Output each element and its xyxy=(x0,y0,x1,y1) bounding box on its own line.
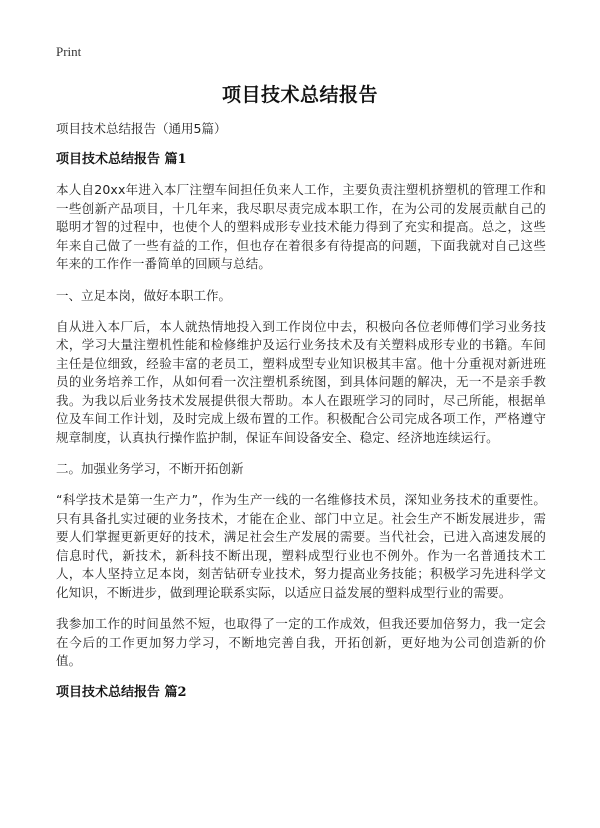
section-heading-2: 项目技术总结报告 篇2 xyxy=(56,684,187,700)
section-heading-1: 项目技术总结报告 篇1 xyxy=(56,152,187,167)
paragraph-conclusion: 我参加工作的时间虽然不短，也取得了一定的工作成效，但我还要加倍努力，我一定会在今后的工作更加努力学习，不断地完善自我，开拓创新，更好地为公司创造新的价值。 xyxy=(56,616,546,668)
document-title: 项目技术总结报告 xyxy=(221,84,378,106)
print-link[interactable]: Print xyxy=(56,44,82,59)
paragraph-post: 自从进入本厂后，本人就热情地投入到工作岗位中去，积极向各位老师傅们学习业务技术，学习大量注塑机性能和检修维护及运行业务技术及有关塑料成形专业的书籍。车间主任是位细致，经验丰富的老员工，塑料成型专业知识极其丰富。他十分重视对新进班员的业务培养工作，从如何看一次注塑机系统图，到具体问题的解决，无一不是亲手教我。为我以后业务技术发展提供很大帮助。本人在跟班学习的同时，尽己所能，根据单位及车间工作计划，及时完成上级布置的工作。积极配合公司完成各项工作，严格遵守规章制度，认真执行操作监护制，保证车间设备安全、稳定、经济地连续运行。 xyxy=(56,318,546,445)
paragraph-study: “科学技术是第一生产力”，作为生产一线的一名维修技术员，深知业务技术的重要性。只有具备扎实过硬的业务技术，才能在企业、部门中立足。社会生产不断发展进步，需要人们掌握更新更好的技术，满足社会生产发展的需要。当代社会，已进入高速发展的信息时代，新技术，新科技不断出现，塑料成型行业也不例外。作为一名普通技术工人，本人坚持立足本岗，刻苦钻研专业技术，努力提高业务技能；积极学习先进科学文化知识，不断进步，做到理论联系实际，以适应日益发展的塑料成型行业的需要。 xyxy=(56,492,546,600)
document-subtitle: 项目技术总结报告（通用5篇） xyxy=(56,121,227,136)
document-body xyxy=(56,120,546,714)
paragraph-intro: 本人自20xx年进入本厂注塑车间担任负来人工作，主要负责注塑机挤塑机的管理工作和一些创新产品项目，十几年来，我尽职尽责完成本职工作，在为公司的发展贡献自己的聪明才智的过程中，也使个人的塑料成形专业技术能力得到了充实和提高。总之，这些年来自己做了一些有益的工作，但也存在着很多有待提高的问题，下面我就对自己这些年来的工作作一番简单的回顾与总结。 xyxy=(56,182,546,271)
subheading-1: 一、立足本岗，做好本职工作。 xyxy=(56,287,232,303)
subheading-2: 二。加强业务学习，不断开拓创新 xyxy=(56,461,244,476)
